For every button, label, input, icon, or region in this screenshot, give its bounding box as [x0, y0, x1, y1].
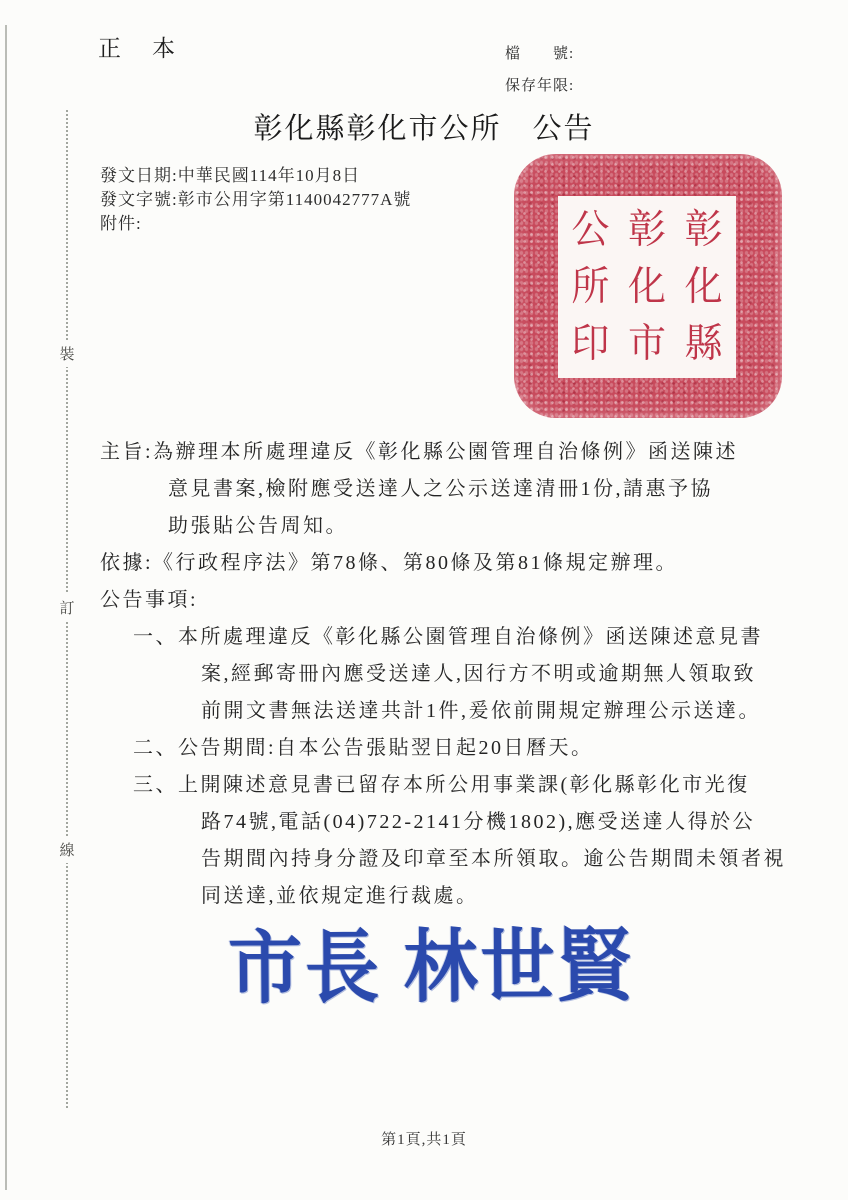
copy-type-label: 正 本: [98, 36, 179, 61]
seal-character: 彰: [627, 208, 666, 253]
retention-period-label: 保存年限:: [505, 78, 575, 94]
binding-char-ding: 訂: [53, 594, 81, 621]
attachment-label: 附件:: [100, 214, 142, 233]
seal-column-right: [685, 202, 723, 372]
body-line: 意見書案,檢附應受送達人之公示送達清冊1份,請惠予協: [168, 478, 713, 500]
seal-character: 印: [571, 321, 610, 366]
body-line-legal-basis: 依據:《行政程序法》第78條、第80條及第81條規定辦理。: [100, 552, 679, 574]
body-line-item-2: 二、公告期間:自本公告張貼翌日起20日曆天。: [133, 737, 594, 759]
page-number-footer: 第1頁,共1頁: [381, 1132, 467, 1148]
seal-character: 化: [627, 264, 666, 310]
binding-char-zhuang: 裝: [53, 340, 81, 367]
document-title: 彰化縣彰化市公所 公告: [253, 113, 595, 145]
issue-date: 發文日期:中華民國114年10月8日: [100, 166, 361, 185]
body-line: 前開文書無法送達共計1件,爰依前開規定辦理公示送達。: [201, 700, 761, 722]
seal-column-middle: [628, 202, 666, 372]
document-meta: [100, 164, 411, 236]
body-line-item-3: 三、上開陳述意見書已留存本所公用事業課(彰化縣彰化市光復: [133, 774, 750, 796]
official-seal-inner: [558, 196, 736, 378]
binding-char-xian: 線: [53, 836, 81, 863]
seal-character: 縣: [684, 321, 723, 366]
body-line-item-1: 一、本所處理違反《彰化縣公園管理自治條例》函送陳述意見書: [133, 626, 763, 648]
official-seal: [514, 154, 782, 418]
seal-character: 彰: [684, 208, 723, 253]
mayor-signature-stamp: 市長 林世賢: [227, 922, 635, 1015]
seal-character: 化: [684, 264, 723, 310]
seal-character: 市: [627, 321, 666, 366]
body-line: 助張貼公告周知。: [168, 515, 348, 537]
body-line: 路74號,電話(04)722-2141分機1802),應受送達人得於公: [201, 811, 756, 833]
file-number-label: 檔 號:: [505, 46, 575, 62]
seal-character: 所: [571, 264, 610, 310]
body-line-subject: 主旨:為辦理本所處理違反《彰化縣公園管理自治條例》函送陳述: [100, 441, 739, 463]
seal-character: 公: [571, 208, 610, 253]
body-line: 告期間內持身分證及印章至本所領取。逾公告期間未領者視: [201, 848, 786, 870]
body-line: 案,經郵寄冊內應受送達人,因行方不明或逾期無人領取致: [201, 663, 756, 685]
body-line: 同送達,並依規定進行裁處。: [201, 885, 479, 907]
announcement-body: [0, 434, 848, 915]
seal-column-left: [571, 202, 609, 372]
doc-number: 發文字號:彰市公用字第1140042777A號: [100, 190, 412, 209]
body-line-items-header: 公告事項:: [100, 589, 199, 611]
